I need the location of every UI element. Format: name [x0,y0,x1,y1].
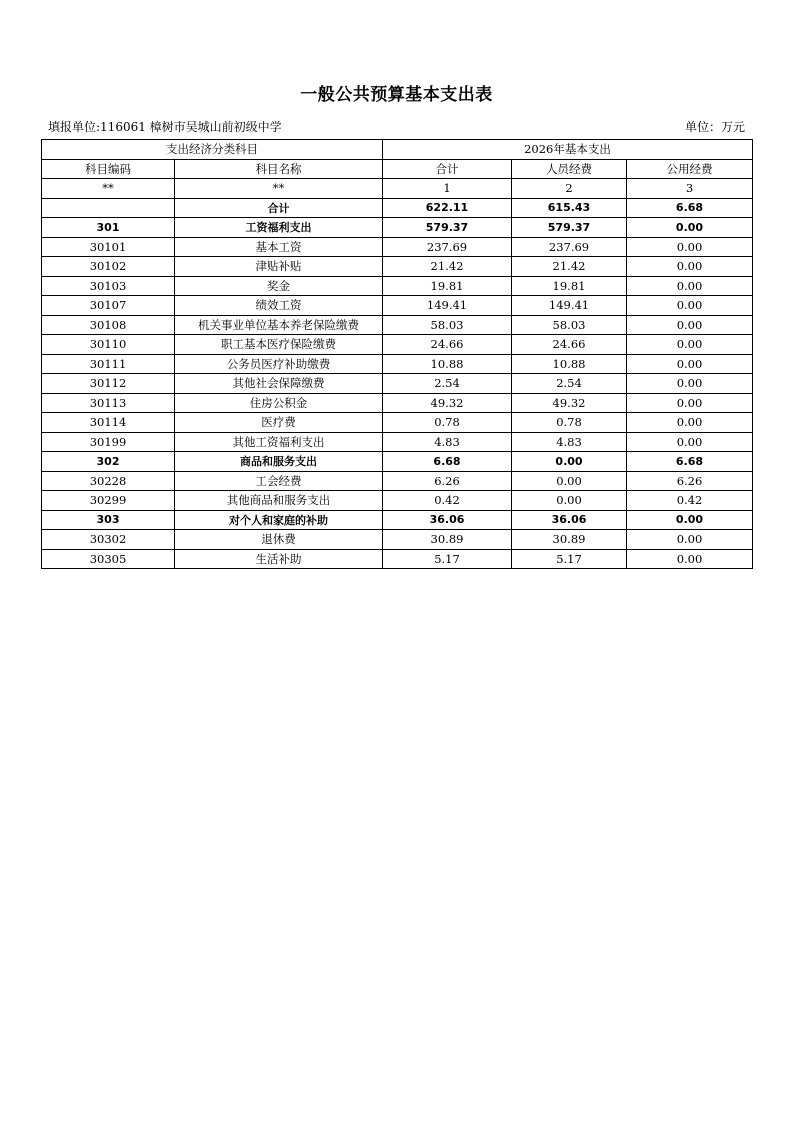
cell-name: 工资福利支出 [175,218,383,238]
cell-personnel: 0.00 [512,471,627,491]
cell-personnel: 149.41 [512,296,627,316]
header-group-row [42,140,753,160]
cell-total: 36.06 [383,510,512,530]
cell-public: 0.00 [627,530,753,550]
table-row [42,237,753,257]
cell-public: 0.00 [627,276,753,296]
header-group-basic-expenditure: 2026年基本支出 [383,140,753,160]
table-row [42,452,753,472]
cell-code: 30111 [42,354,175,374]
cell-code: 30199 [42,432,175,452]
cell-name: 合计 [175,198,383,218]
cell-total: 622.11 [383,198,512,218]
cell-total: 4.83 [383,432,512,452]
cell-total: 49.32 [383,393,512,413]
cell-public: 0.00 [627,374,753,394]
table-row [42,354,753,374]
header-group-economic-class: 支出经济分类科目 [42,140,383,160]
cell-code: 30305 [42,549,175,569]
cell-total: 21.42 [383,257,512,277]
cell-code: 301 [42,218,175,238]
cell-public: 6.26 [627,471,753,491]
cell-name: 绩效工资 [175,296,383,316]
cell-total: 149.41 [383,296,512,316]
cell-total: 579.37 [383,218,512,238]
cell-personnel: 0.00 [512,491,627,511]
cell-code: 303 [42,510,175,530]
cell-personnel: 24.66 [512,335,627,355]
cell-code: 30103 [42,276,175,296]
cell-code: 30110 [42,335,175,355]
cell-code [42,198,175,218]
cell-personnel: 5.17 [512,549,627,569]
cell-name: 对个人和家庭的补助 [175,510,383,530]
cell-public: 0.00 [627,393,753,413]
cell-personnel: 19.81 [512,276,627,296]
cell-personnel: 2.54 [512,374,627,394]
cell-public: 0.00 [627,218,753,238]
cell-total: 10.88 [383,354,512,374]
cell-code: 30108 [42,315,175,335]
table-row [42,510,753,530]
cell-code: 30302 [42,530,175,550]
cell-name: 工会经费 [175,471,383,491]
cell-code: 30113 [42,393,175,413]
cell-code: 30114 [42,413,175,433]
cell-personnel: 10.88 [512,354,627,374]
cell-public: 0.00 [627,257,753,277]
cell-name: 职工基本医疗保险缴费 [175,335,383,355]
table-row [42,471,753,491]
column-header-personnel: 人员经费 [512,159,627,179]
cell-total: 58.03 [383,315,512,335]
cell-personnel: 579.37 [512,218,627,238]
index-cell: 1 [383,179,512,199]
table-row [42,296,753,316]
cell-code: 30101 [42,237,175,257]
table-row [42,335,753,355]
index-cell: ** [175,179,383,199]
cell-name: 其他工资福利支出 [175,432,383,452]
header-columns-row [42,159,753,179]
cell-code: 30228 [42,471,175,491]
cell-total: 2.54 [383,374,512,394]
cell-total: 0.42 [383,491,512,511]
table-row [42,413,753,433]
cell-personnel: 615.43 [512,198,627,218]
cell-personnel: 0.78 [512,413,627,433]
cell-personnel: 21.42 [512,257,627,277]
table-row [42,218,753,238]
header-index-row [42,179,753,199]
table-row [42,491,753,511]
budget-table [41,139,753,569]
table-row [42,432,753,452]
cell-public: 0.00 [627,413,753,433]
cell-personnel: 0.00 [512,452,627,472]
cell-total: 5.17 [383,549,512,569]
cell-code: 30107 [42,296,175,316]
index-cell: 2 [512,179,627,199]
reporting-unit: 填报单位:116061 樟树市吴城山前初级中学 [48,120,282,134]
cell-total: 6.68 [383,452,512,472]
cell-total: 30.89 [383,530,512,550]
column-header-code: 科目编码 [42,159,175,179]
column-header-name: 科目名称 [175,159,383,179]
cell-total: 237.69 [383,237,512,257]
cell-total: 19.81 [383,276,512,296]
cell-personnel: 49.32 [512,393,627,413]
cell-total: 0.78 [383,413,512,433]
cell-public: 0.00 [627,354,753,374]
cell-name: 生活补助 [175,549,383,569]
cell-name: 商品和服务支出 [175,452,383,472]
table-row [42,276,753,296]
cell-public: 0.00 [627,315,753,335]
column-header-total: 合计 [383,159,512,179]
cell-name: 其他商品和服务支出 [175,491,383,511]
table-row [42,530,753,550]
table-row [42,198,753,218]
cell-public: 0.00 [627,549,753,569]
cell-public: 0.00 [627,237,753,257]
cell-code: 30102 [42,257,175,277]
cell-name: 津贴补贴 [175,257,383,277]
cell-name: 奖金 [175,276,383,296]
cell-public: 6.68 [627,452,753,472]
cell-code: 302 [42,452,175,472]
cell-public: 0.42 [627,491,753,511]
cell-name: 基本工资 [175,237,383,257]
index-cell: ** [42,179,175,199]
table-row [42,257,753,277]
table-row [42,393,753,413]
cell-personnel: 36.06 [512,510,627,530]
cell-personnel: 30.89 [512,530,627,550]
column-header-public: 公用经费 [627,159,753,179]
cell-code: 30112 [42,374,175,394]
index-cell: 3 [627,179,753,199]
cell-public: 0.00 [627,432,753,452]
table-row [42,315,753,335]
cell-personnel: 58.03 [512,315,627,335]
cell-total: 24.66 [383,335,512,355]
cell-public: 0.00 [627,510,753,530]
cell-name: 公务员医疗补助缴费 [175,354,383,374]
cell-name: 其他社会保障缴费 [175,374,383,394]
cell-code: 30299 [42,491,175,511]
cell-public: 6.68 [627,198,753,218]
page-title: 一般公共预算基本支出表 [300,85,493,105]
cell-public: 0.00 [627,335,753,355]
cell-total: 6.26 [383,471,512,491]
cell-personnel: 237.69 [512,237,627,257]
cell-personnel: 4.83 [512,432,627,452]
table-row [42,549,753,569]
cell-public: 0.00 [627,296,753,316]
currency-unit: 单位：万元 [684,120,745,134]
cell-name: 机关事业单位基本养老保险缴费 [175,315,383,335]
table-row [42,374,753,394]
cell-name: 退休费 [175,530,383,550]
cell-name: 住房公积金 [175,393,383,413]
cell-name: 医疗费 [175,413,383,433]
